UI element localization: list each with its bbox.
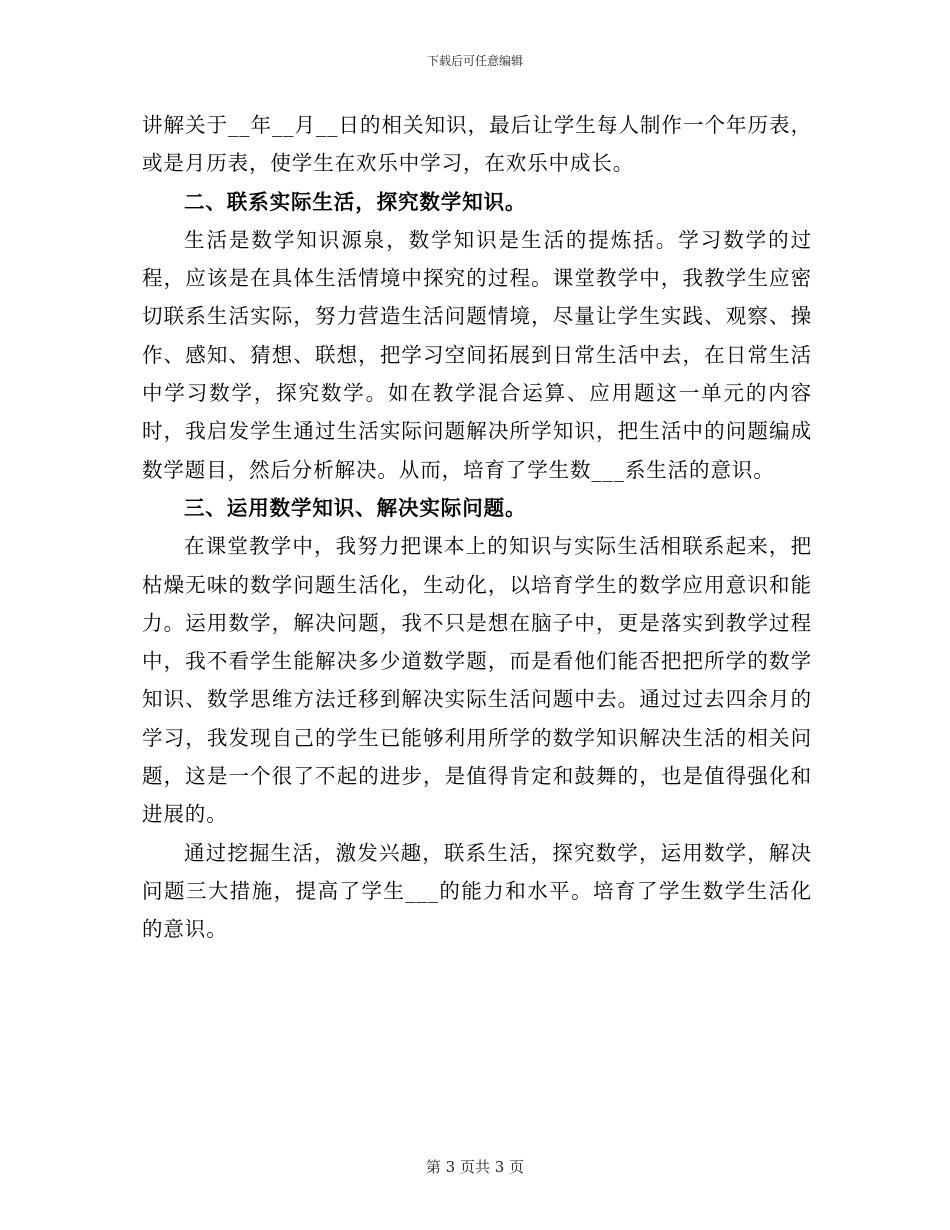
paragraph-apply-math: 在课堂教学中，我努力把课本上的知识与实际生活相联系起来，把枯燥无味的数学问题生活化，生动化，以培育学生的数学应用意识和能力。运用数学，解决问题，我不只是想在脑子中，更是落实到教学过程中，我不看学生能解决多少道数学题，而是看他们能否把把所学的数学知识、数学思维方法迁移到解决实际生活问题中去。通过过去四余月的学习，我发现自己的学生已能够利用所学的数学知识解决生活的相关问题，这是一个很了不起的进步，是值得肯定和鼓舞的，也是值得强化和进展的。 [142,534,812,827]
page-footer: 第 3 页共 3 页 [425,1158,525,1176]
paragraph-continuation: 讲解关于__年__月__日的相关知识，最后让学生每人制作一个年历表，或是月历表，使学生在欢乐中学习，在欢乐中成长。 [142,113,812,176]
paragraph-conclusion: 通过挖掘生活，激发兴趣，联系生活，探究数学，运用数学，解决问题三大措施，提高了学生___的能力和水平。培育了学生数学生活化的意识。 [142,840,812,942]
section-heading-3: 三、运用数学知识、解决实际问题。 [184,495,527,520]
paragraph-life-math: 生活是数学知识源泉，数学知识是生活的提炼括。学习数学的过程，应该是在具体生活情境中探究的过程。课堂教学中，我教学生应密切联系生活实际，努力营造生活问题情境，尽量让学生实践、观察、操作、感知、猜想、联想，把学习空间拓展到日常生活中去，在日常生活中学习数学，探究数学。如在教学混合运算、应用题这一单元的内容时，我启发学生通过生活实际问题解决所学知识，把生活中的问题编成数学题目，然后分析解决。从而，培育了学生数___系生活的意识。 [142,227,812,482]
section-heading-2: 二、联系实际生活，探究数学知识。 [184,189,527,214]
document-body [142,106,812,949]
page-header: 下载后可任意编辑 [426,54,523,68]
